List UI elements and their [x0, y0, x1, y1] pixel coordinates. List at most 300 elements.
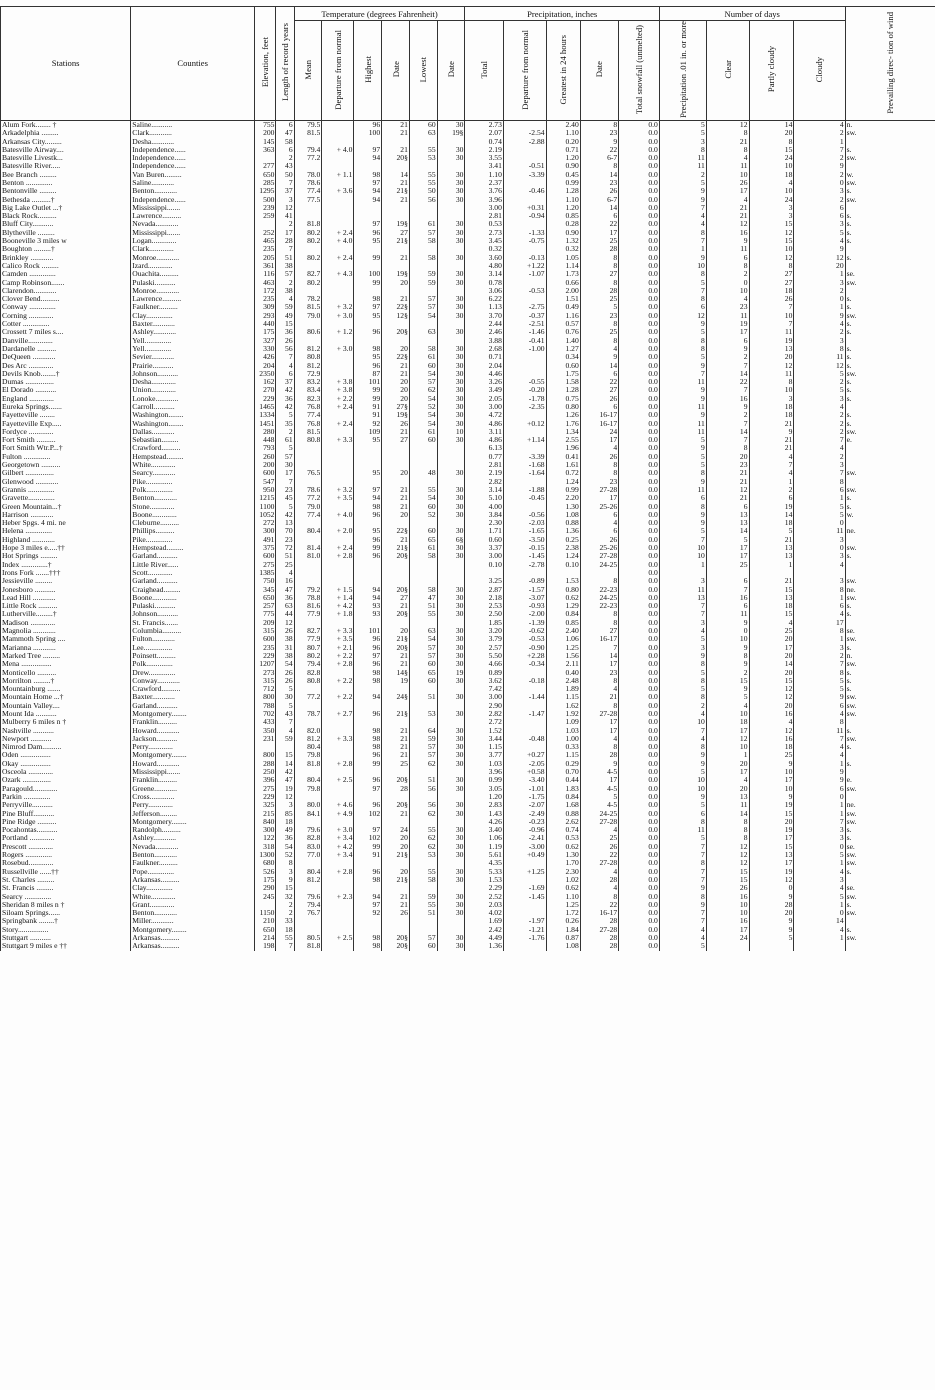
temp-mean-cell	[294, 859, 322, 867]
precip-date-cell: 8	[580, 577, 618, 585]
precip-departure-cell: -1.65	[503, 527, 546, 535]
table-row	[1, 179, 935, 187]
snowfall-cell: 0.0	[619, 312, 660, 320]
precip-greatest-cell: 1.53	[546, 577, 580, 585]
days-clear-header: Clear	[706, 21, 749, 121]
precip-total-cell: 2.30	[465, 519, 503, 527]
days-cloudy-cell: 7	[794, 735, 845, 743]
temp-mean-cell: 81.4	[294, 544, 322, 552]
precip-date-cell: 14	[580, 652, 618, 660]
county-cell: Baxter............	[131, 693, 255, 701]
days-precip-cell: 8	[659, 229, 706, 237]
wind-direction-cell: sw.	[845, 179, 935, 187]
temp-highest-date-cell	[382, 478, 410, 486]
temp-lowest-cell: 55	[409, 826, 437, 834]
precip-departure-cell: -0.48	[503, 735, 546, 743]
days-partly-cloudy-cell: 3	[749, 204, 794, 212]
precip-greatest-cell: 0.45	[546, 171, 580, 179]
temp-departure-cell	[322, 129, 354, 137]
table-row	[1, 353, 935, 361]
temp-lowest-cell	[409, 926, 437, 934]
precip-departure-cell: -1.97	[503, 917, 546, 925]
temp-mean-cell	[294, 561, 322, 569]
days-clear-cell: 6	[706, 577, 749, 585]
county-cell: Boone.............	[131, 511, 255, 519]
record-length-cell: 6	[276, 370, 294, 378]
precip-total-cell: 4.00	[465, 503, 503, 511]
temp-mean-cell: 80.2	[294, 279, 322, 287]
snowfall-cell: 0.0	[619, 818, 660, 826]
temp-lowest-cell: 57	[409, 751, 437, 759]
temp-highest-date-cell	[382, 245, 410, 253]
temp-highest-date-cell: 14§	[382, 669, 410, 677]
days-cloudy-cell: 2	[794, 378, 845, 386]
precip-greatest-cell: 0.75	[546, 395, 580, 403]
days-precip-cell: 11	[659, 826, 706, 834]
days-cloudy-cell: 4	[794, 120, 845, 129]
days-clear-cell: 9	[706, 619, 749, 627]
days-precip-cell: 1	[659, 561, 706, 569]
elevation-cell: 252	[255, 229, 276, 237]
record-length-cell: 7	[276, 478, 294, 486]
precip-departure-cell	[503, 444, 546, 452]
record-length-cell: 42	[276, 511, 294, 519]
temp-lowest-cell: 50	[409, 187, 437, 195]
precip-date-cell: 22	[580, 901, 618, 909]
county-cell: Garland...........	[131, 552, 255, 560]
precip-departure-cell: -0.46	[503, 187, 546, 195]
days-cloudy-cell: 5	[794, 851, 845, 859]
temp-departure-cell: + 2.3	[322, 893, 354, 901]
temp-mean-cell	[294, 818, 322, 826]
days-cloudy-cell: 3	[794, 577, 845, 585]
temp-highest-date-cell: 21	[382, 735, 410, 743]
days-precip-cell: 9	[659, 652, 706, 660]
snowfall-cell: 0.0	[619, 154, 660, 162]
days-clear-cell: 2	[706, 353, 749, 361]
days-clear-cell: 8	[706, 826, 749, 834]
precip-total-cell: 3.84	[465, 511, 503, 519]
temp-departure-cell	[322, 884, 354, 892]
days-partly-cloudy-cell: 25	[749, 751, 794, 759]
temp-lowest-date-cell: 30	[437, 544, 465, 552]
precip-total-cell: 1.71	[465, 527, 503, 535]
station-name-cell: Irons Fork .......†††	[1, 569, 131, 577]
days-clear-cell: 6	[706, 503, 749, 511]
temp-lowest-cell: 54	[409, 494, 437, 502]
precip-total-cell: 2.87	[465, 586, 503, 594]
precip-date-cell: 28	[580, 942, 618, 950]
temp-departure-cell	[322, 204, 354, 212]
temp-departure-cell	[322, 718, 354, 726]
table-row	[1, 120, 935, 129]
elevation-cell: 215	[255, 810, 276, 818]
temp-highest-cell: 99	[354, 254, 382, 262]
temp-highest-cell: 96	[354, 644, 382, 652]
temp-highest-cell: 98	[354, 669, 382, 677]
temp-highest-date-cell: 21	[382, 370, 410, 378]
days-precip-cell: 8	[659, 295, 706, 303]
temp-departure-cell	[322, 179, 354, 187]
temp-highest-cell: 98	[354, 876, 382, 884]
temp-mean-cell	[294, 262, 322, 270]
table-row	[1, 519, 935, 527]
days-clear-cell: 9	[706, 644, 749, 652]
precip-date-cell: 9	[580, 353, 618, 361]
days-precip-cell: 8	[659, 743, 706, 751]
days-partly-cloudy-cell: 3	[749, 395, 794, 403]
precip-departure-cell	[503, 909, 546, 917]
elevation-cell: 172	[255, 287, 276, 295]
county-cell: Arkansas..........	[131, 942, 255, 950]
precip-total-cell: 1.36	[465, 942, 503, 950]
snowfall-cell: 0.0	[619, 552, 660, 560]
temp-mean-cell: 80.4	[294, 776, 322, 784]
temp-lowest-cell: 56	[409, 801, 437, 809]
temp-lowest-cell: 61	[409, 353, 437, 361]
wind-direction-cell: s.	[845, 901, 935, 909]
days-precip-cell: 9	[659, 760, 706, 768]
days-cloudy-cell: 5	[794, 677, 845, 685]
elevation-cell: 229	[255, 395, 276, 403]
precip-departure-cell: -0.94	[503, 212, 546, 220]
record-length-cell: 49	[276, 312, 294, 320]
days-partly-cloudy-cell: 17	[749, 644, 794, 652]
record-length-cell: 63	[276, 602, 294, 610]
county-cell: Cross.............	[131, 793, 255, 801]
days-cloudy-cell: 2	[794, 420, 845, 428]
days-clear-cell: 22	[706, 378, 749, 386]
days-clear-cell: 14	[706, 527, 749, 535]
precip-total-cell: 0.74	[465, 138, 503, 146]
days-precip-cell: 11	[659, 403, 706, 411]
precip-departure-cell	[503, 295, 546, 303]
precip-departure-cell: -2.07	[503, 801, 546, 809]
temp-lowest-cell: 63	[409, 627, 437, 635]
precip-total-cell: 4.80	[465, 262, 503, 270]
wind-direction-cell: sw.	[845, 710, 935, 718]
days-partly-cloudy-cell: 21	[749, 536, 794, 544]
days-partly-cloudy-cell: 17	[749, 776, 794, 784]
county-cell: Monroe............	[131, 254, 255, 262]
temp-departure-cell: + 3.6	[322, 187, 354, 195]
snowfall-cell: 0.0	[619, 519, 660, 527]
temp-highest-date-cell	[382, 926, 410, 934]
days-clear-cell: 21	[706, 469, 749, 477]
temp-lowest-date-cell: 30	[437, 635, 465, 643]
temp-lowest-cell: 51	[409, 693, 437, 701]
elevation-cell: 214	[255, 934, 276, 942]
precip-departure-cell	[503, 669, 546, 677]
temp-departure-header: Departure from normal	[322, 21, 354, 121]
wind-direction-cell: s.	[845, 420, 935, 428]
days-partly-cloudy-cell: 19	[749, 337, 794, 345]
county-cell: Baxter............	[131, 320, 255, 328]
precip-date-cell: 8	[580, 677, 618, 685]
days-cloudy-cell: 9	[794, 312, 845, 320]
precip-total-cell: 4.86	[465, 436, 503, 444]
days-partly-cloudy-cell: 8	[749, 262, 794, 270]
elevation-cell: 600	[255, 635, 276, 643]
temp-highest-cell	[354, 768, 382, 776]
temp-lowest-date-cell: 30	[437, 826, 465, 834]
precip-greatest-cell: 2.38	[546, 544, 580, 552]
precip-departure-cell: +0.58	[503, 768, 546, 776]
precip-greatest-cell: 1.00	[546, 735, 580, 743]
precip-date-cell: 4	[580, 868, 618, 876]
temp-highest-cell: 99	[354, 395, 382, 403]
days-clear-cell: 12	[706, 120, 749, 129]
precip-departure-cell: -1.88	[503, 486, 546, 494]
station-name-cell: Clover Bend..........	[1, 295, 131, 303]
temp-departure-cell	[322, 245, 354, 253]
snowfall-cell: 0.0	[619, 652, 660, 660]
days-partly-cloudy-cell: 16	[749, 735, 794, 743]
temp-lowest-date-cell: 30	[437, 237, 465, 245]
temp-highest-date-cell: 21§	[382, 876, 410, 884]
county-cell: Howard............	[131, 760, 255, 768]
wind-direction-cell	[845, 718, 935, 726]
days-partly-cloudy-cell: 28	[749, 901, 794, 909]
temp-lowest-date-cell: 30	[437, 171, 465, 179]
temp-lowest-date-cell: 30	[437, 386, 465, 394]
temp-mean-cell	[294, 138, 322, 146]
temp-departure-cell	[322, 444, 354, 452]
county-cell: Mississippi.......	[131, 229, 255, 237]
days-clear-cell: 21	[706, 138, 749, 146]
days-cloudy-cell: 9	[794, 768, 845, 776]
county-cell: Columbia..........	[131, 627, 255, 635]
table-row	[1, 669, 935, 677]
days-partly-cloudy-cell: 1	[749, 561, 794, 569]
temp-highest-cell	[354, 320, 382, 328]
temp-lowest-date-cell	[437, 793, 465, 801]
snowfall-cell: 0.0	[619, 196, 660, 204]
temp-highest-cell: 97	[354, 179, 382, 187]
days-precip-cell: 5	[659, 527, 706, 535]
precip-date-cell: 23	[580, 669, 618, 677]
county-cell: Van Buren.........	[131, 171, 255, 179]
days-cloudy-cell: 4	[794, 884, 845, 892]
precip-date-cell: 27	[580, 386, 618, 394]
record-length-cell: 57	[276, 270, 294, 278]
days-precip-cell: 9	[659, 395, 706, 403]
days-partly-cloudy-cell: 18	[749, 743, 794, 751]
station-name-cell: Camp Robinson.......	[1, 279, 131, 287]
table-row	[1, 254, 935, 262]
snowfall-cell: 0.0	[619, 577, 660, 585]
elevation-cell: 950	[255, 486, 276, 494]
record-length-cell: 2	[276, 428, 294, 436]
temp-highest-cell: 96	[354, 536, 382, 544]
elevation-cell: 318	[255, 843, 276, 851]
precip-greatest-cell: 2.40	[546, 627, 580, 635]
temp-lowest-cell: 65	[409, 669, 437, 677]
temp-lowest-date-cell: 30	[437, 279, 465, 287]
temp-highest-cell	[354, 519, 382, 527]
wind-direction-cell: s.	[845, 602, 935, 610]
station-name-cell: Arkadelphia .........	[1, 129, 131, 137]
temp-mean-cell	[294, 212, 322, 220]
days-cloudy-cell: 3	[794, 552, 845, 560]
temp-departure-cell	[322, 561, 354, 569]
temp-departure-cell: + 4.6	[322, 801, 354, 809]
table-row	[1, 469, 935, 477]
snowfall-cell: 0.0	[619, 586, 660, 594]
days-precip-cell: 8	[659, 859, 706, 867]
wind-direction-cell: s.	[845, 685, 935, 693]
temp-lowest-date-cell: 30	[437, 942, 465, 950]
temp-highest-date-cell: 20	[382, 378, 410, 386]
county-cell: Fulton............	[131, 635, 255, 643]
temp-lowest-cell	[409, 204, 437, 212]
temp-highest-date-cell	[382, 519, 410, 527]
days-clear-cell: 9	[706, 403, 749, 411]
wind-direction-cell	[845, 917, 935, 925]
elevation-cell: 465	[255, 237, 276, 245]
elevation-cell: 1295	[255, 187, 276, 195]
table-row	[1, 810, 935, 818]
temp-highest-cell	[354, 337, 382, 345]
snowfall-cell: 0.0	[619, 370, 660, 378]
temp-lowest-date-cell: 6§	[437, 536, 465, 544]
snowfall-header: Total snowfall (unmelted)	[619, 21, 660, 121]
precip-departure-cell	[503, 120, 546, 129]
days-precip-cell: 6	[659, 810, 706, 818]
temp-departure-cell	[322, 337, 354, 345]
temp-highest-cell: 99	[354, 760, 382, 768]
temp-highest-cell	[354, 818, 382, 826]
temp-mean-cell: 76.5	[294, 469, 322, 477]
wind-direction-cell: w.	[845, 511, 935, 519]
station-name-cell: Paragould.............	[1, 785, 131, 793]
days-clear-cell: 25	[706, 561, 749, 569]
days-precip-cell: 10	[659, 552, 706, 560]
precip-greatest-cell: 1.05	[546, 254, 580, 262]
temp-highest-date-cell: 28	[382, 785, 410, 793]
temp-highest-cell	[354, 453, 382, 461]
days-precip-cell: 9	[659, 411, 706, 419]
county-cell: Montgomery........	[131, 926, 255, 934]
temp-lowest-cell	[409, 685, 437, 693]
days-precip-cell: 5	[659, 328, 706, 336]
wind-direction-cell: sw.	[845, 810, 935, 818]
elevation-cell: 257	[255, 602, 276, 610]
station-name-cell: Gravette..............	[1, 494, 131, 502]
temp-highest-date-cell	[382, 204, 410, 212]
temp-highest-cell: 94	[354, 187, 382, 195]
county-cell: Nevada............	[131, 843, 255, 851]
temp-lowest-cell: 61	[409, 544, 437, 552]
days-partly-cloudy-cell: 26	[749, 295, 794, 303]
precip-departure-cell: -2.51	[503, 320, 546, 328]
station-name-cell: Boughton .........†	[1, 245, 131, 253]
wind-direction-cell	[845, 287, 935, 295]
table-row	[1, 693, 935, 701]
station-name-cell: England .............	[1, 395, 131, 403]
temp-highest-date-cell: 20§	[382, 586, 410, 594]
temp-lowest-cell: 60	[409, 527, 437, 535]
snowfall-cell: 0.0	[619, 486, 660, 494]
table-row	[1, 212, 935, 220]
temp-departure-cell	[322, 669, 354, 677]
elevation-cell	[255, 901, 276, 909]
precip-date-cell: 17	[580, 718, 618, 726]
days-cloudy-cell: 8	[794, 586, 845, 594]
temp-mean-cell: 80.2	[294, 229, 322, 237]
precip-departure-cell	[503, 876, 546, 884]
precip-greatest-cell: 1.62	[546, 702, 580, 710]
table-row	[1, 901, 935, 909]
wind-direction-cell: s.	[845, 677, 935, 685]
days-partly-cloudy-cell: 12	[749, 727, 794, 735]
table-row	[1, 751, 935, 759]
precip-total-cell: 0.32	[465, 245, 503, 253]
days-partly-cloudy-cell: 20	[749, 353, 794, 361]
precip-greatest-cell: 2.40	[546, 120, 580, 129]
temp-mean-cell: 81.2	[294, 345, 322, 353]
elevation-cell: 290	[255, 884, 276, 892]
temp-lowest-cell: 59	[409, 279, 437, 287]
days-cloudy-cell: 1	[794, 901, 845, 909]
station-name-cell: Blytheville .........	[1, 229, 131, 237]
temp-lowest-date-cell: 30	[437, 179, 465, 187]
temp-mean-cell	[294, 702, 322, 710]
snowfall-cell: 0.0	[619, 444, 660, 452]
precip-greatest-cell: 2.00	[546, 287, 580, 295]
temp-departure-cell	[322, 453, 354, 461]
wind-direction-cell	[845, 403, 935, 411]
precip-greatest-cell: 1.72	[546, 909, 580, 917]
precip-departure-cell: -1.07	[503, 270, 546, 278]
precip-departure-cell	[503, 901, 546, 909]
temp-highest-cell: 96	[354, 776, 382, 784]
temp-departure-cell	[322, 353, 354, 361]
elevation-cell: 280	[255, 428, 276, 436]
station-name-cell: Fayetteville ........	[1, 411, 131, 419]
precip-total-cell: 3.70	[465, 312, 503, 320]
record-length-cell: 55	[276, 934, 294, 942]
days-cloudy-cell: 0	[794, 793, 845, 801]
temp-mean-cell	[294, 204, 322, 212]
temp-mean-cell: 79.8	[294, 785, 322, 793]
temp-highest-date-cell	[382, 917, 410, 925]
days-clear-cell: 8	[706, 834, 749, 842]
table-row	[1, 428, 935, 436]
elevation-cell: 547	[255, 478, 276, 486]
precip-greatest-cell: 1.25	[546, 644, 580, 652]
record-length-cell: 32	[276, 893, 294, 901]
elevation-cell: 327	[255, 337, 276, 345]
wind-direction-cell: sw.	[845, 851, 935, 859]
county-cell: Pike..............	[131, 478, 255, 486]
temp-highest-cell	[354, 793, 382, 801]
precip-date-cell: 21	[580, 693, 618, 701]
station-name-cell: Highland ............	[1, 536, 131, 544]
temp-departure-cell	[322, 320, 354, 328]
record-length-cell: 3	[276, 868, 294, 876]
county-cell: Washington........	[131, 420, 255, 428]
days-precip-cell: 5	[659, 120, 706, 129]
days-precip-cell: 11	[659, 162, 706, 170]
table-row	[1, 461, 935, 469]
wind-direction-cell	[845, 138, 935, 146]
temp-mean-cell: 79.4	[294, 146, 322, 154]
precip-departure-cell: -1.45	[503, 552, 546, 560]
precip-departure-cell: -1.76	[503, 934, 546, 942]
precip-total-cell: 0.89	[465, 669, 503, 677]
temp-lowest-date-cell	[437, 478, 465, 486]
